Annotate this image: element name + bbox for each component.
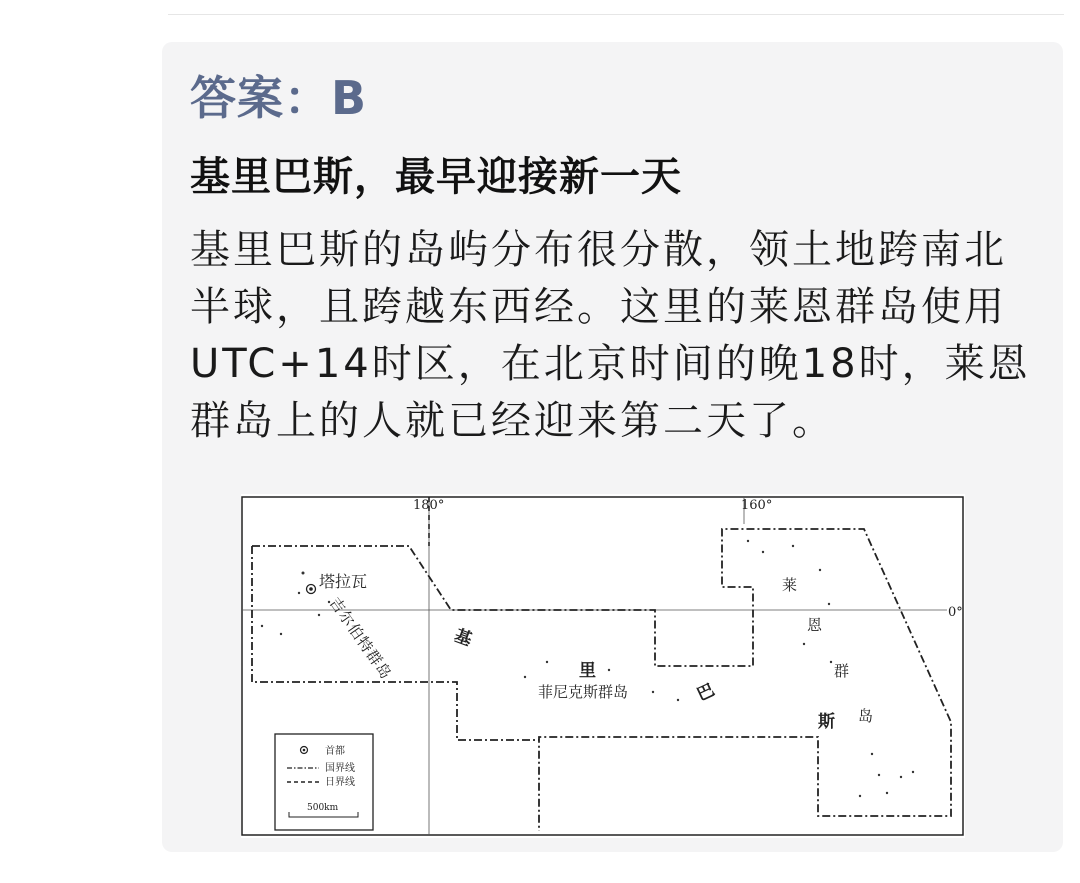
legend-border-label: 国界线 bbox=[325, 763, 355, 774]
label-160: 160° bbox=[741, 498, 773, 513]
section-title: 基里巴斯，最早迎接新一天 bbox=[190, 154, 682, 200]
line-islands-char-2: 恩 bbox=[807, 616, 823, 634]
legend-scale-label: 500km bbox=[307, 803, 339, 813]
svg-text:特: 特 bbox=[353, 633, 377, 656]
line-islands-char-1: 莱 bbox=[782, 576, 798, 594]
legend-capital-label: 首都 bbox=[325, 746, 345, 757]
line-islands-char-3: 群 bbox=[834, 662, 850, 680]
label-180: 180° bbox=[413, 498, 445, 513]
map-legend bbox=[275, 734, 373, 830]
svg-text:伯: 伯 bbox=[344, 620, 368, 643]
capital-label: 塔拉瓦 bbox=[319, 572, 368, 591]
svg-text:群: 群 bbox=[362, 646, 386, 670]
country-char-2: 里 bbox=[579, 661, 596, 681]
svg-text:岛: 岛 bbox=[371, 659, 395, 683]
legend-dateline-label: 日界线 bbox=[325, 777, 355, 788]
svg-text:吉: 吉 bbox=[325, 593, 350, 617]
country-char-1: 基 bbox=[451, 625, 475, 651]
country-char-3: 巴 bbox=[693, 680, 718, 706]
phoenix-islands-label: 菲尼克斯群岛 bbox=[538, 683, 629, 701]
kiribati-map bbox=[241, 494, 965, 838]
svg-text:尔: 尔 bbox=[334, 607, 359, 630]
map-svg bbox=[241, 494, 965, 838]
explanation-paragraph: 基里巴斯的岛屿分布很分散，领土地跨南北半球，且跨越东西经。这里的莱恩群岛使用UTC+14时区，在北京时间的晚18时，莱恩群岛上的人就已经迎来第二天了。 bbox=[190, 227, 1031, 444]
answer-heading: 答案：B bbox=[190, 71, 368, 125]
line-islands-char-4: 岛 bbox=[858, 707, 874, 725]
label-equator: 0° bbox=[948, 605, 963, 620]
country-char-4: 斯 bbox=[818, 712, 835, 732]
top-divider bbox=[168, 14, 1064, 15]
